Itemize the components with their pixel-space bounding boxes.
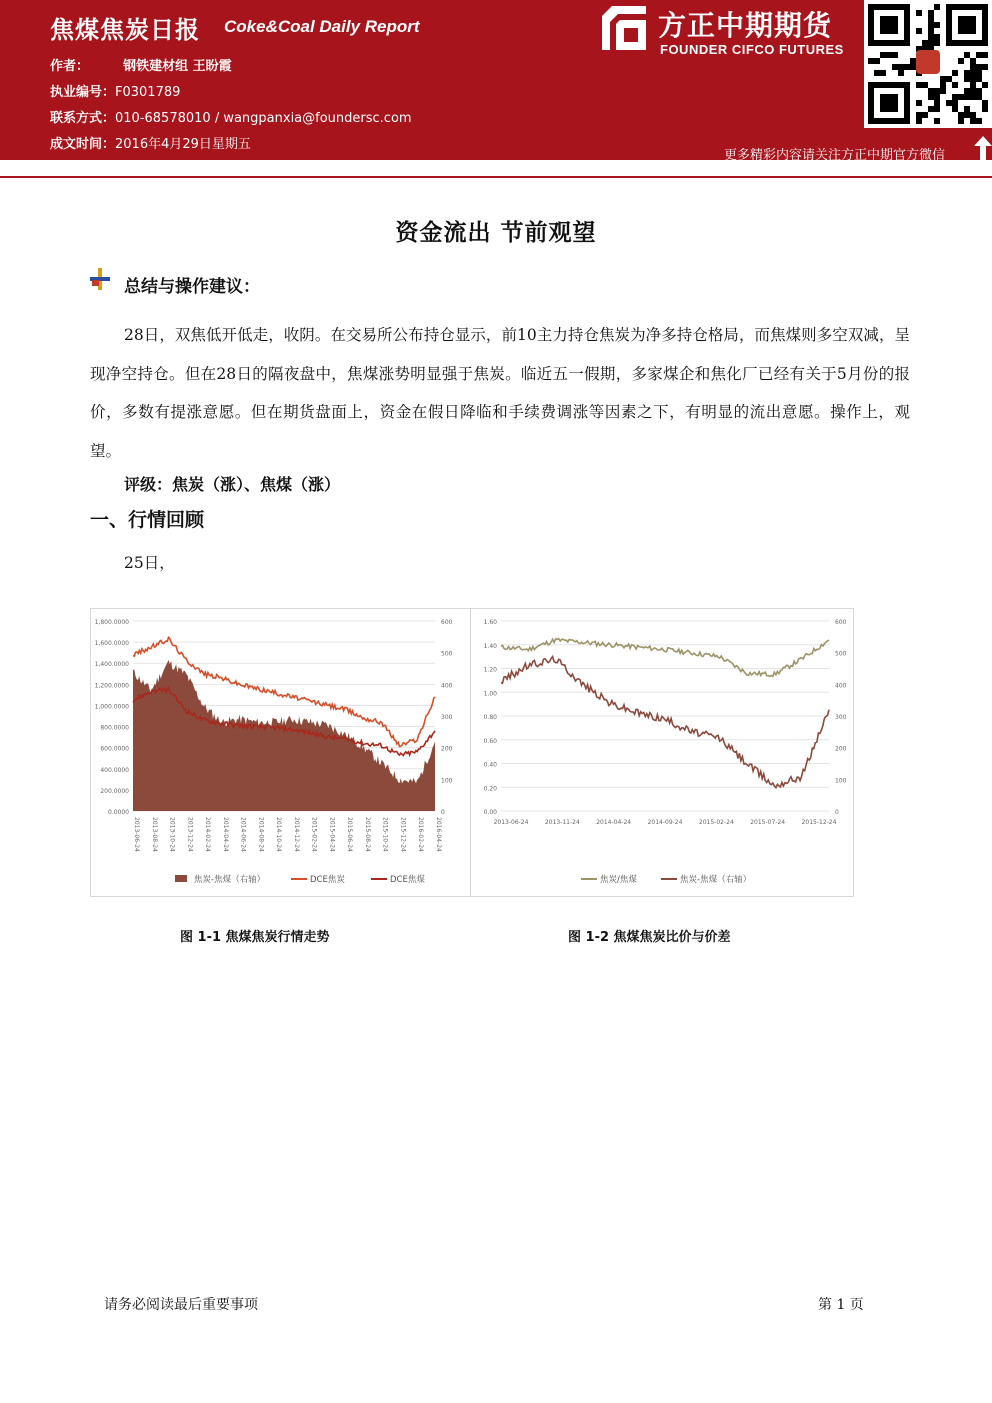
y-left-tick-label: 0.00 [483, 809, 497, 816]
license-row [50, 81, 180, 100]
report-date: 2016年4月29日星期五 [115, 137, 251, 152]
date-row [50, 133, 251, 152]
qr-module [928, 106, 934, 112]
qr-module [946, 100, 952, 106]
y-right-tick-label: 300 [441, 714, 453, 721]
qr-module [880, 70, 886, 76]
y-right-tick-label: 0 [835, 809, 839, 816]
series-area [133, 660, 435, 811]
qr-center-logo [916, 50, 940, 74]
y-left-tick-label: 1.60 [483, 619, 497, 626]
qr-module [976, 70, 982, 76]
qr-module [940, 82, 946, 88]
contact-row [50, 107, 412, 126]
qr-module [970, 82, 976, 88]
qr-module [976, 88, 982, 94]
qr-module [970, 88, 976, 94]
x-tick-label: 2015-12-24 [399, 817, 407, 852]
qr-module [964, 94, 970, 100]
qr-module [952, 70, 958, 76]
qr-module [928, 94, 934, 100]
y-left-tick-label: 1.00 [483, 690, 497, 698]
x-tick-label: 2016-04-24 [435, 817, 442, 852]
chart-ratio-spread-svg [471, 609, 853, 896]
qr-module [970, 112, 976, 118]
qr-module [940, 76, 946, 82]
chart-caption-2: 图 1-2 焦煤焦炭比价与价差 [568, 930, 731, 945]
x-tick-label: 2015-02-24 [310, 817, 318, 852]
legend-label: 焦炭-焦煤（右轴） [680, 875, 752, 885]
qr-module [916, 10, 922, 16]
company-name-en: FOUNDER CIFCO FUTURES [660, 42, 844, 57]
qr-module [976, 52, 982, 58]
qr-module [874, 58, 880, 64]
x-tick-label: 2013-06-24 [493, 819, 529, 826]
x-tick-label: 2014-12-24 [292, 817, 300, 852]
qr-module [964, 88, 970, 94]
series-line [501, 657, 829, 788]
qr-finder-core [880, 94, 898, 112]
qr-code-icon[interactable] [864, 0, 992, 128]
qr-module [898, 70, 904, 76]
x-tick-label: 2015-12-24 [801, 819, 837, 826]
qr-module [982, 100, 988, 106]
report-title: 焦煤焦炭日报 [50, 16, 200, 44]
qr-module [904, 64, 910, 70]
company-logo-icon [602, 6, 646, 50]
qr-module [898, 64, 904, 70]
summary-heading: 总结与操作建议： [124, 277, 260, 297]
qr-finder-core [880, 16, 898, 34]
y-left-tick-label: 800.0000 [100, 724, 129, 732]
y-left-tick-label: 400.0000 [100, 766, 129, 774]
x-tick-label: 2013-11-24 [544, 819, 580, 826]
qr-module [928, 22, 934, 28]
author-label: 作者： [50, 59, 90, 74]
qr-module [982, 106, 988, 112]
qr-module [916, 82, 922, 88]
qr-module [952, 94, 958, 100]
qr-module [916, 28, 922, 34]
qr-module [958, 58, 964, 64]
x-tick-label: 2016-02-24 [417, 817, 425, 852]
qr-module [934, 40, 940, 46]
qr-module [976, 64, 982, 70]
qr-module [874, 70, 880, 76]
y-right-tick-label: 600 [441, 619, 453, 626]
chart-caption-1: 图 1-1 焦煤焦炭行情走势 [180, 930, 330, 945]
legend-label: DCE焦炭 [310, 875, 345, 885]
qr-module [934, 4, 940, 10]
qr-module [934, 22, 940, 28]
y-left-tick-label: 1,400.0000 [94, 661, 129, 669]
y-right-tick-label: 300 [835, 714, 847, 721]
qr-module [928, 88, 934, 94]
qr-module [964, 106, 970, 112]
legend-swatch [175, 875, 187, 882]
qr-module [928, 34, 934, 40]
qr-module [976, 76, 982, 82]
bullet-icon [90, 268, 110, 290]
x-tick-label: 2015-10-24 [381, 817, 389, 852]
company-name-cn: 方正中期期货 [658, 9, 833, 42]
qr-module [970, 94, 976, 100]
x-tick-label: 2014-09-24 [647, 819, 683, 826]
qr-module [934, 118, 940, 124]
y-right-tick-label: 500 [835, 650, 847, 658]
y-right-tick-label: 0 [441, 809, 445, 816]
header-divider [0, 176, 992, 178]
y-left-tick-label: 1.40 [483, 642, 497, 650]
license-label: 执业编号： [50, 85, 116, 100]
up-arrow-icon [974, 136, 992, 160]
x-tick-label: 2014-08-24 [257, 817, 265, 852]
qr-module [910, 64, 916, 70]
qr-module [928, 16, 934, 22]
qr-module [952, 100, 958, 106]
qr-module [922, 112, 928, 118]
qr-module [868, 58, 874, 64]
x-tick-label: 2015-02-24 [698, 819, 734, 826]
x-tick-label: 2013-10-24 [168, 817, 176, 852]
qr-module [886, 52, 892, 58]
chart-ratio-spread [470, 608, 854, 897]
y-right-tick-label: 400 [835, 682, 847, 690]
y-left-tick-label: 0.60 [483, 737, 497, 745]
qr-module [922, 40, 928, 46]
qr-module [946, 76, 952, 82]
qr-module [910, 58, 916, 64]
qr-module [952, 106, 958, 112]
qr-module [928, 10, 934, 16]
y-left-tick-label: 600.0000 [100, 745, 129, 753]
y-left-tick-label: 1,000.0000 [94, 703, 129, 711]
y-left-tick-label: 0.20 [483, 785, 497, 793]
y-left-tick-label: 1,600.0000 [94, 640, 129, 648]
legend-label: DCE焦煤 [390, 875, 425, 885]
y-left-tick-label: 1.20 [483, 666, 497, 674]
y-right-tick-label: 200 [835, 745, 847, 753]
qr-module [964, 112, 970, 118]
qr-module [880, 52, 886, 58]
qr-finder-core [958, 16, 976, 34]
wechat-note: 更多精彩内容请关注方正中期官方微信 [724, 148, 946, 163]
qr-module [958, 94, 964, 100]
qr-module [970, 118, 976, 124]
section-heading-market-review: 一、行情回顾 [90, 509, 205, 531]
qr-module [964, 76, 970, 82]
x-tick-label: 2013-08-24 [150, 817, 158, 852]
y-right-tick-label: 100 [835, 777, 847, 785]
license-number: F0301789 [115, 85, 181, 100]
x-tick-label: 2013-06-24 [133, 817, 140, 852]
qr-module [964, 70, 970, 76]
qr-module [934, 88, 940, 94]
qr-module [934, 34, 940, 40]
x-tick-label: 2014-04-24 [596, 819, 632, 826]
qr-module [970, 70, 976, 76]
qr-module [952, 82, 958, 88]
date-label: 成文时间： [50, 137, 116, 152]
y-right-tick-label: 100 [441, 777, 453, 785]
rating-line: 评级：焦炭（涨）、焦煤（涨） [124, 475, 341, 494]
qr-module [892, 64, 898, 70]
report-title-en: Coke&Coal Daily Report [224, 17, 420, 36]
footer-notice: 请务必阅读最后重要事项 [104, 1297, 258, 1313]
qr-module [982, 52, 988, 58]
y-left-tick-label: 1,800.0000 [94, 619, 129, 626]
legend-label: 焦炭/焦煤 [600, 875, 637, 885]
x-tick-label: 2014-04-24 [221, 817, 229, 852]
page-title: 资金流出 节前观望 [395, 220, 597, 246]
x-tick-label: 2015-07-24 [750, 819, 786, 826]
qr-module [934, 94, 940, 100]
summary-paragraph: 28日，双焦低开低走，收阴。在交易所公布持仓显示，前10主力持仓焦炭为净多持仓格局，而焦煤则多空双减，呈现净空持仓。但在28日的隔夜盘中，焦煤涨势明显强于焦炭。临近五一假期，多家煤企和焦化厂已经有关于5月份的报价，多数有提涨意愿。但在期货盘面上，资金在假日降临和手续费调涨等因素之下，有明显的流出意愿。操作上，观望。 [90, 326, 910, 460]
y-left-tick-label: 200.0000 [100, 787, 129, 795]
qr-module [916, 100, 922, 106]
page-number: 第 1 页 [818, 1297, 864, 1313]
qr-module [970, 58, 976, 64]
x-tick-label: 2014-02-24 [204, 817, 212, 852]
qr-module [922, 82, 928, 88]
report-header [0, 0, 992, 163]
y-right-tick-label: 200 [441, 745, 453, 753]
qr-module [928, 28, 934, 34]
qr-module [976, 94, 982, 100]
contact-label: 联系方式： [50, 111, 116, 126]
qr-module [982, 82, 988, 88]
x-tick-label: 2015-04-24 [328, 817, 336, 852]
qr-module [916, 112, 922, 118]
qr-module [976, 118, 982, 124]
x-tick-label: 2015-06-24 [346, 817, 354, 852]
qr-module [934, 106, 940, 112]
y-left-tick-label: 1,200.0000 [94, 682, 129, 690]
qr-module [958, 112, 964, 118]
qr-module [964, 52, 970, 58]
y-left-tick-label: 0.80 [483, 714, 497, 721]
chart-price-trend [90, 608, 474, 897]
x-tick-label: 2014-06-24 [239, 817, 247, 852]
author-row [50, 55, 232, 74]
contact-info[interactable]: 010-68578010 / wangpanxia@foundersc.com [115, 111, 412, 126]
y-left-tick-label: 0.40 [483, 761, 497, 769]
qr-module [892, 52, 898, 58]
day-paragraph: 25日， [124, 554, 175, 572]
qr-module [970, 64, 976, 70]
qr-module [958, 118, 964, 124]
qr-module [916, 118, 922, 124]
qr-module [982, 64, 988, 70]
qr-module [970, 76, 976, 82]
qr-module [934, 100, 940, 106]
qr-module [928, 40, 934, 46]
x-tick-label: 2015-08-24 [363, 817, 371, 852]
author-name: 钢铁建材组 王盼霞 [123, 59, 232, 74]
chart-price-trend-svg [91, 609, 473, 896]
y-left-tick-label: 0.0000 [108, 809, 129, 816]
x-tick-label: 2014-10-24 [275, 817, 283, 852]
y-right-tick-label: 400 [441, 682, 453, 690]
y-right-tick-label: 600 [835, 619, 847, 626]
legend-label: 焦炭-焦煤（右轴） [194, 875, 266, 885]
y-right-tick-label: 500 [441, 650, 453, 658]
qr-module [940, 88, 946, 94]
x-tick-label: 2013-12-24 [186, 817, 194, 852]
